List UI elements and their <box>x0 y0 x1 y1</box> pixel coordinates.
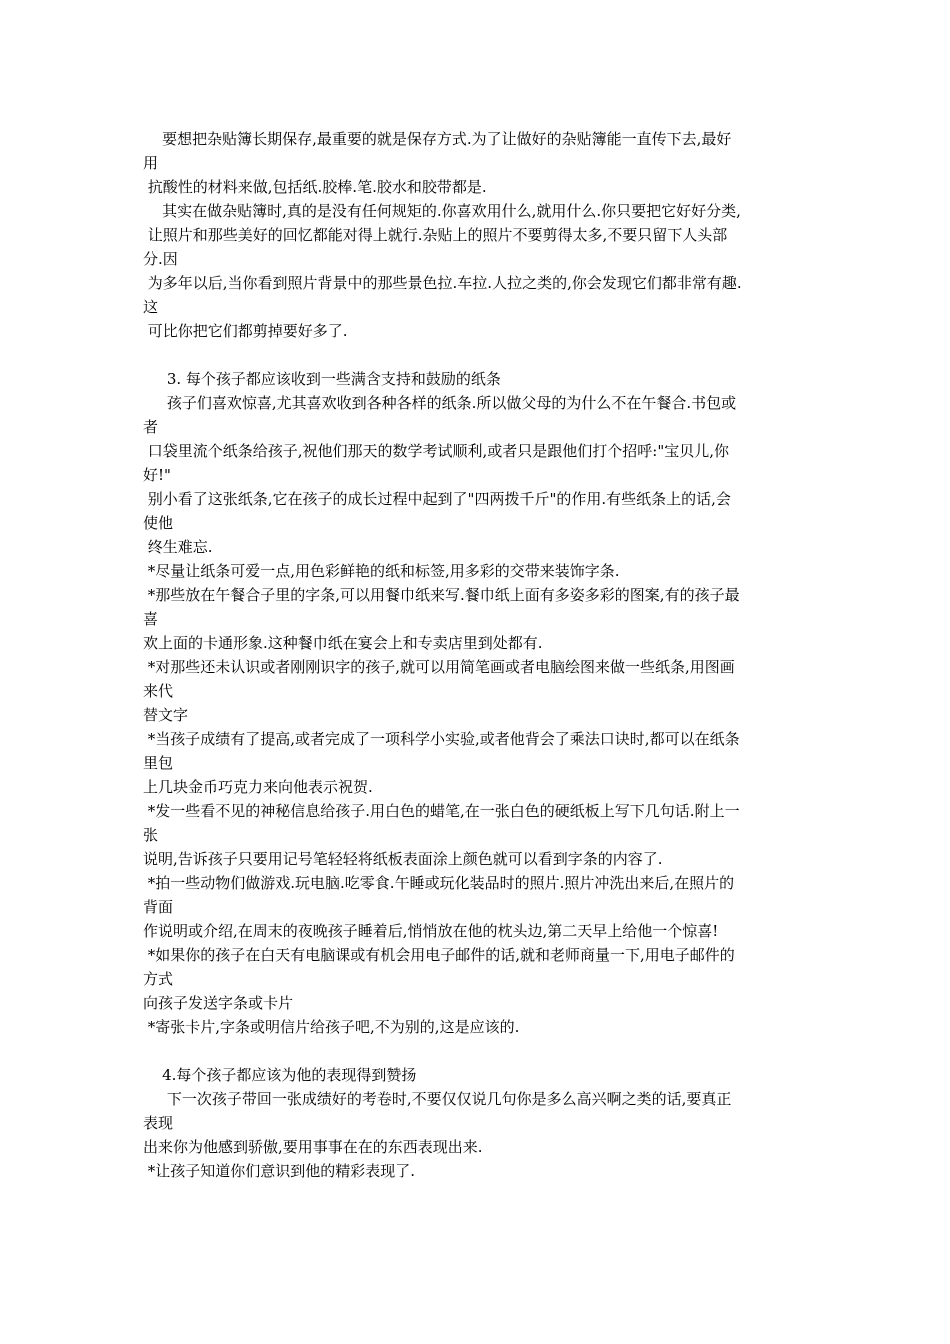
text-line: 表现 <box>143 1114 174 1132</box>
text-line: 其实在做杂贴簿时,真的是没有任何规矩的.你喜欢用什么,就用什么.你只要把它好好分类, <box>143 202 741 220</box>
text-line: 向孩子发送字条或卡片 <box>143 994 294 1012</box>
text-line: *当孩子成绩有了提高,或者完成了一项科学小实验,或者他背会了乘法口诀时,都可以在纸条 <box>143 730 740 748</box>
text-line: 方式 <box>143 970 174 988</box>
text-line: 者 <box>143 418 159 436</box>
text-line: 抗酸性的材料来做,包括纸.胶棒.笔.胶水和胶带都是. <box>143 178 487 196</box>
text-line: *那些放在午餐合子里的字条,可以用餐巾纸来写.餐巾纸上面有多姿多彩的图案,有的孩子最 <box>143 586 740 604</box>
text-line: 别小看了这张纸条,它在孩子的成长过程中起到了"四两拨千斤"的作用.有些纸条上的话,会 <box>143 490 731 508</box>
text-line: 欢上面的卡通形象.这种餐巾纸在宴会上和专卖店里到处都有. <box>143 634 543 652</box>
text-line: 让照片和那些美好的回忆都能对得上就行.杂贴上的照片不要剪得太多,不要只留下人头部 <box>143 226 728 244</box>
text-line: *对那些还未认识或者刚刚识字的孩子,就可以用简笔画或者电脑绘图来做一些纸条,用图画 <box>143 658 735 676</box>
text-line: 背面 <box>143 898 174 916</box>
section-heading: 3. 每个孩子都应该收到一些满含支持和鼓励的纸条 <box>143 370 501 388</box>
text-line: 可比你把它们都剪掉要好多了. <box>143 322 348 340</box>
text-line: *拍一些动物们做游戏.玩电脑.吃零食.午睡或玩化装品时的照片.照片冲洗出来后,在照片的 <box>143 874 735 892</box>
text-line: *让孩子知道你们意识到他的精彩表现了. <box>143 1162 416 1180</box>
text-line: 要想把杂贴簿长期保存,最重要的就是保存方式.为了让做好的杂贴簿能一直传下去,最好 <box>143 130 732 148</box>
text-line: *寄张卡片,字条或明信片给孩子吧,不为别的,这是应该的. <box>143 1018 520 1036</box>
text-line: 使他 <box>143 514 174 532</box>
text-line: 替文字 <box>143 706 189 724</box>
text-line: 出来你为他感到骄傲,要用事事在在的东西表现出来. <box>143 1138 483 1156</box>
text-line: 作说明或介绍,在周末的夜晚孩子睡着后,悄悄放在他的枕头边,第二天早上给他一个惊喜! <box>143 922 719 940</box>
text-line: 张 <box>143 826 159 844</box>
text-line: 用 <box>143 154 159 172</box>
text-line: 分.因 <box>143 250 178 268</box>
text-line: 上几块金币巧克力来向他表示祝贺. <box>143 778 373 796</box>
paragraph-gap <box>143 343 813 367</box>
text-line: 好!" <box>143 466 171 484</box>
text-line: 为多年以后,当你看到照片背景中的那些景色拉.车拉.人拉之类的,你会发现它们都非常有趣. <box>143 274 742 292</box>
text-line: *尽量让纸条可爱一点,用色彩鲜艳的纸和标签,用多彩的交带来装饰字条. <box>143 562 620 580</box>
text-line: 来代 <box>143 682 174 700</box>
text-line: 下一次孩子带回一张成绩好的考卷时,不要仅仅说几句你是多么高兴啊之类的话,要真正 <box>143 1090 732 1108</box>
text-line: 终生难忘. <box>143 538 213 556</box>
section-heading: 4.每个孩子都应该为他的表现得到赞扬 <box>143 1066 417 1084</box>
text-line: 喜 <box>143 610 159 628</box>
document-body <box>143 127 813 1183</box>
text-line: 里包 <box>143 754 174 772</box>
paragraph-scrapbook-preservation <box>143 127 813 343</box>
section-notes <box>143 367 813 1039</box>
section-praise <box>143 1063 813 1183</box>
text-line: *如果你的孩子在白天有电脑课或有机会用电子邮件的话,就和老师商量一下,用电子邮件的 <box>143 946 735 964</box>
text-line: 这 <box>143 298 159 316</box>
text-line: *发一些看不见的神秘信息给孩子.用白色的蜡笔,在一张白色的硬纸板上写下几句话.附上一 <box>143 802 740 820</box>
paragraph-gap <box>143 1039 813 1063</box>
text-line: 说明,告诉孩子只要用记号笔轻轻将纸板表面涂上颜色就可以看到字条的内容了. <box>143 850 663 868</box>
text-line: 口袋里流个纸条给孩子,祝他们那天的数学考试顺利,或者只是跟他们打个招呼:"宝贝儿,你 <box>143 442 730 460</box>
text-line: 孩子们喜欢惊喜,尤其喜欢收到各种各样的纸条.所以做父母的为什么不在午餐合.书包或 <box>143 394 737 412</box>
